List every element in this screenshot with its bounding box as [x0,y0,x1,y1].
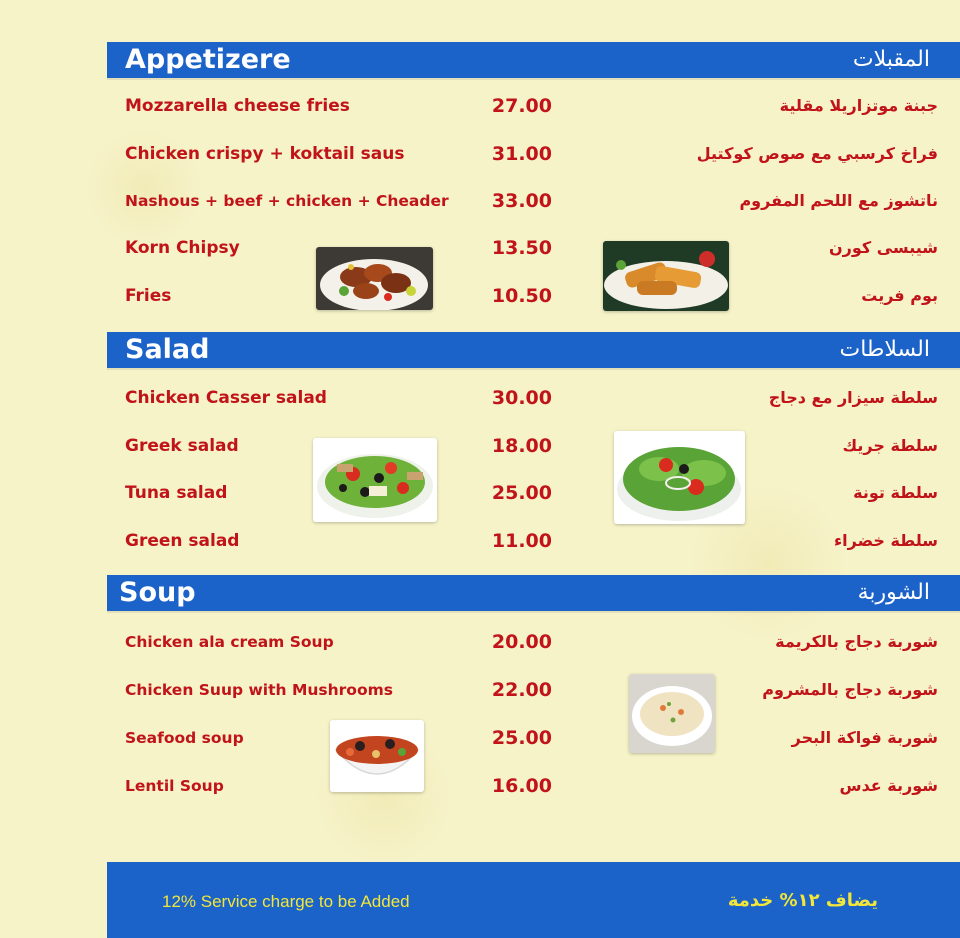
menu-item [0,526,960,556]
item-name-en: Chicken Suup with Mushrooms [125,681,393,699]
menu-item [0,383,960,413]
menu-item [0,675,960,705]
item-name-en: Green salad [125,531,240,551]
item-price: 31.00 [491,143,552,165]
item-name-ar: جبنة موتزاريلا مقلية [779,96,938,115]
cream-soup-photo [629,674,715,753]
section-title-en: Salad [125,334,210,365]
item-name-en: Chicken crispy + koktail saus [125,144,405,164]
menu-item [0,91,960,121]
footer-bar [107,862,960,938]
section-title-en: Appetizere [125,44,291,75]
item-name-en: Lentil Soup [125,777,224,795]
service-charge-note-en: 12% Service charge to be Added [162,892,410,911]
menu-item [0,478,960,508]
item-price: 10.50 [491,285,552,307]
item-name-ar: شيبسى كورن [828,238,938,257]
section-header-appetizers [107,42,960,78]
item-price: 16.00 [491,775,552,797]
menu-item [0,281,960,311]
chicken-wings-photo [316,247,433,310]
cheese-fries-photo [603,241,729,311]
item-price: 33.00 [491,190,552,212]
item-price: 25.00 [491,727,552,749]
menu-item [0,723,960,753]
menu-item [0,627,960,657]
item-name-ar: سلطة خضراء [833,531,938,550]
item-price: 22.00 [491,679,552,701]
item-name-ar: سلطة تونة [853,483,938,502]
item-name-ar: سلطة سيزار مع دجاج [768,388,938,407]
item-price: 27.00 [491,95,552,117]
item-name-ar: ناتشوز مع اللحم المفروم [739,191,938,210]
item-name-en: Tuna salad [125,483,228,503]
item-price: 25.00 [491,482,552,504]
item-name-en: Chicken ala cream Soup [125,633,334,651]
item-price: 11.00 [491,530,552,552]
item-price: 20.00 [491,631,552,653]
section-title-ar: السلاطات [839,337,930,362]
item-name-ar: شوربة دجاج بالكريمة [775,632,938,651]
item-name-en: Mozzarella cheese fries [125,96,350,116]
item-price: 18.00 [491,435,552,457]
service-charge-note-ar: يضاف ١٢% خدمة [727,890,878,911]
item-name-ar: سلطة جريك [842,436,938,455]
item-name-en: Seafood soup [125,729,244,747]
section-title-ar: المقبلات [852,47,930,72]
item-name-ar: فراخ كرسبي مع صوص كوكتيل [696,144,938,163]
section-title-ar: الشوربة [857,580,930,605]
seafood-soup-photo [330,720,424,792]
menu-item [0,186,960,216]
item-name-en: Greek salad [125,436,239,456]
menu-item [0,431,960,461]
greek-salad-photo [313,438,437,522]
item-price: 13.50 [491,237,552,259]
item-name-ar: شوربة فواكة البحر [791,728,938,747]
item-name-en: Fries [125,286,172,306]
section-header-salad [107,332,960,368]
item-name-ar: بوم فريت [861,286,938,305]
item-name-en: Chicken Casser salad [125,388,327,408]
menu-item [0,139,960,169]
section-header-soup [107,575,960,611]
item-name-ar: شوربة عدس [839,776,938,795]
menu-item [0,233,960,263]
section-title-en: Soup [119,577,196,608]
item-name-en: Korn Chipsy [125,238,240,258]
green-salad-photo [614,431,745,524]
menu-item [0,771,960,801]
item-name-en: Nashous + beef + chicken + Cheader [125,192,449,210]
item-price: 30.00 [491,387,552,409]
item-name-ar: شوربة دجاج بالمشروم [762,680,938,699]
